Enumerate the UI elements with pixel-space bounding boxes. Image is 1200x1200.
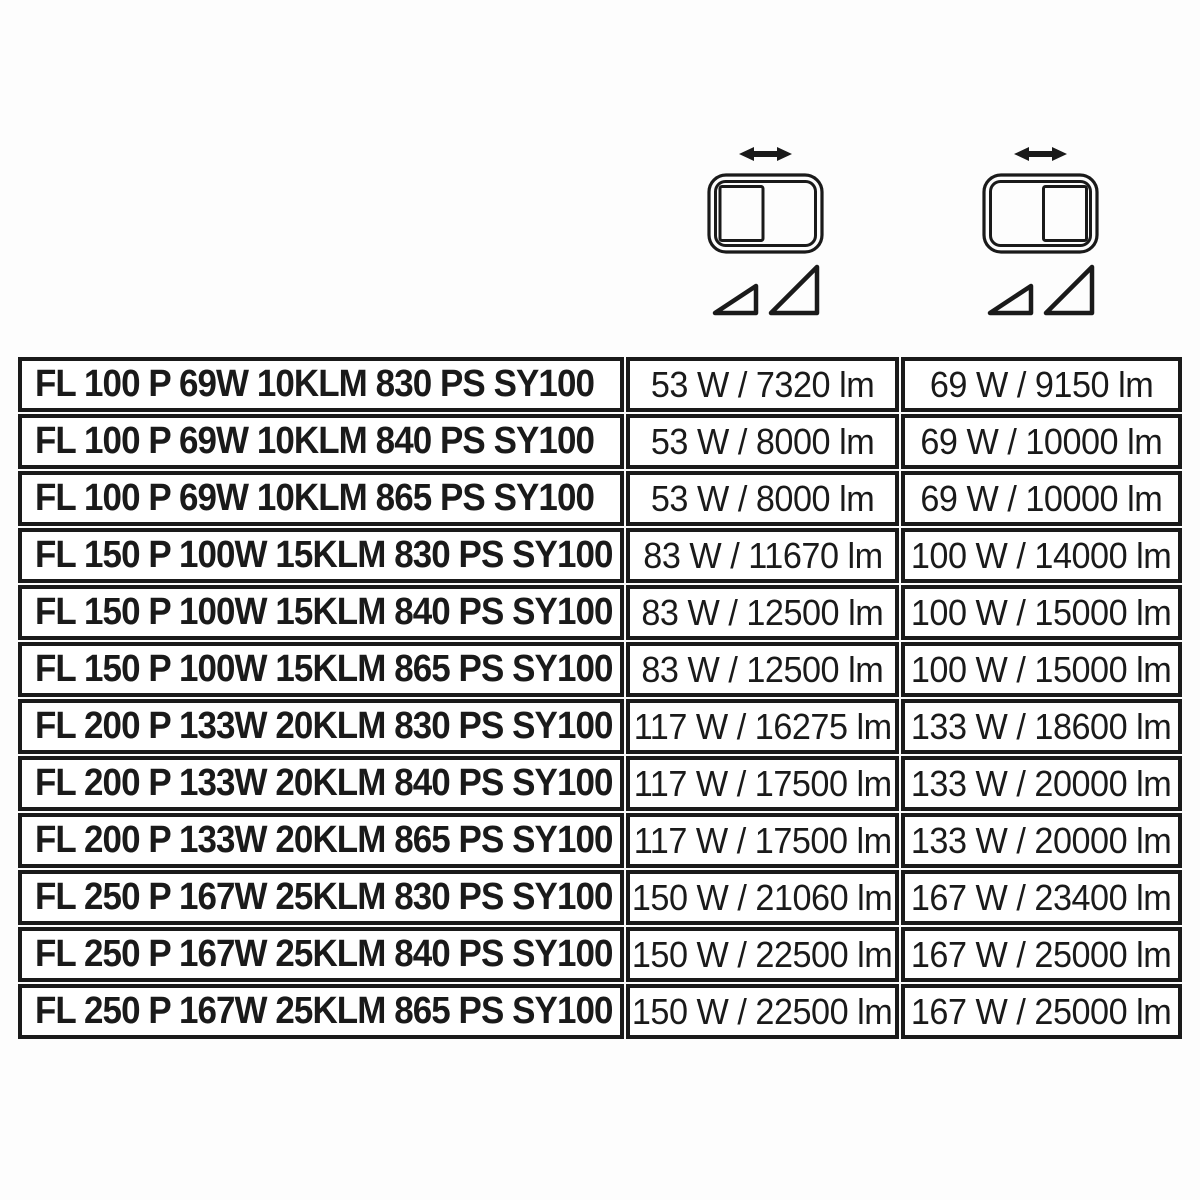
dimmed-output-cell: 150 W / 22500 lm [626,927,899,982]
full-output-cell: 133 W / 20000 lm [901,813,1182,868]
full-output-cell: 100 W / 15000 lm [901,585,1182,640]
full-output-cell: 69 W / 9150 lm [901,357,1182,412]
full-output-cell: 100 W / 15000 lm [901,642,1182,697]
dimmed-output-cell: 83 W / 12500 lm [626,642,899,697]
product-code-cell: FL 250 P 167W 25KLM 840 PS SY100 [18,927,624,982]
dimmed-output-cell: 117 W / 17500 lm [626,813,899,868]
dimmed-output-cell: 150 W / 21060 lm [626,870,899,925]
slider-body [984,175,1097,252]
product-table [18,357,1182,1039]
slider-switch-right-icon [982,145,1099,318]
dimmed-mode-icon-group [707,145,824,318]
dimmed-output-cell: 117 W / 16275 lm [626,699,899,754]
full-output-cell: 69 W / 10000 lm [901,414,1182,469]
dimmer-triangles-icon [990,267,1092,313]
double-arrow-icon [1014,147,1067,161]
product-code-cell: FL 200 P 133W 20KLM 830 PS SY100 [18,699,624,754]
full-mode-icon-group [982,145,1099,318]
dimmed-output-cell: 150 W / 22500 lm [626,984,899,1039]
dimmed-output-cell: 53 W / 8000 lm [626,471,899,526]
dimmed-output-cell: 53 W / 8000 lm [626,414,899,469]
product-code-cell: FL 150 P 100W 15KLM 840 PS SY100 [18,585,624,640]
full-output-cell: 167 W / 23400 lm [901,870,1182,925]
slider-body [709,175,822,252]
full-output-cell: 167 W / 25000 lm [901,984,1182,1039]
full-output-cell: 133 W / 18600 lm [901,699,1182,754]
product-code-cell: FL 250 P 167W 25KLM 830 PS SY100 [18,870,624,925]
product-code-cell: FL 150 P 100W 15KLM 830 PS SY100 [18,528,624,583]
product-code-cell: FL 250 P 167W 25KLM 865 PS SY100 [18,984,624,1039]
slider-knob-right [1044,187,1087,241]
dimmed-output-cell: 83 W / 12500 lm [626,585,899,640]
product-code-cell: FL 200 P 133W 20KLM 865 PS SY100 [18,813,624,868]
dimmed-output-cell: 117 W / 17500 lm [626,756,899,811]
full-output-cell: 167 W / 25000 lm [901,927,1182,982]
slider-knob-left [720,187,763,241]
dimmed-output-cell: 83 W / 11670 lm [626,528,899,583]
double-arrow-icon [739,147,792,161]
dimmed-output-cell: 53 W / 7320 lm [626,357,899,412]
full-output-cell: 100 W / 14000 lm [901,528,1182,583]
slider-switch-left-icon [707,145,824,318]
full-output-cell: 133 W / 20000 lm [901,756,1182,811]
dimmer-triangles-icon [715,267,817,313]
product-code-cell: FL 150 P 100W 15KLM 865 PS SY100 [18,642,624,697]
product-code-cell: FL 100 P 69W 10KLM 840 PS SY100 [18,414,624,469]
product-code-cell: FL 100 P 69W 10KLM 830 PS SY100 [18,357,624,412]
full-output-cell: 69 W / 10000 lm [901,471,1182,526]
product-code-cell: FL 200 P 133W 20KLM 840 PS SY100 [18,756,624,811]
product-code-cell: FL 100 P 69W 10KLM 865 PS SY100 [18,471,624,526]
